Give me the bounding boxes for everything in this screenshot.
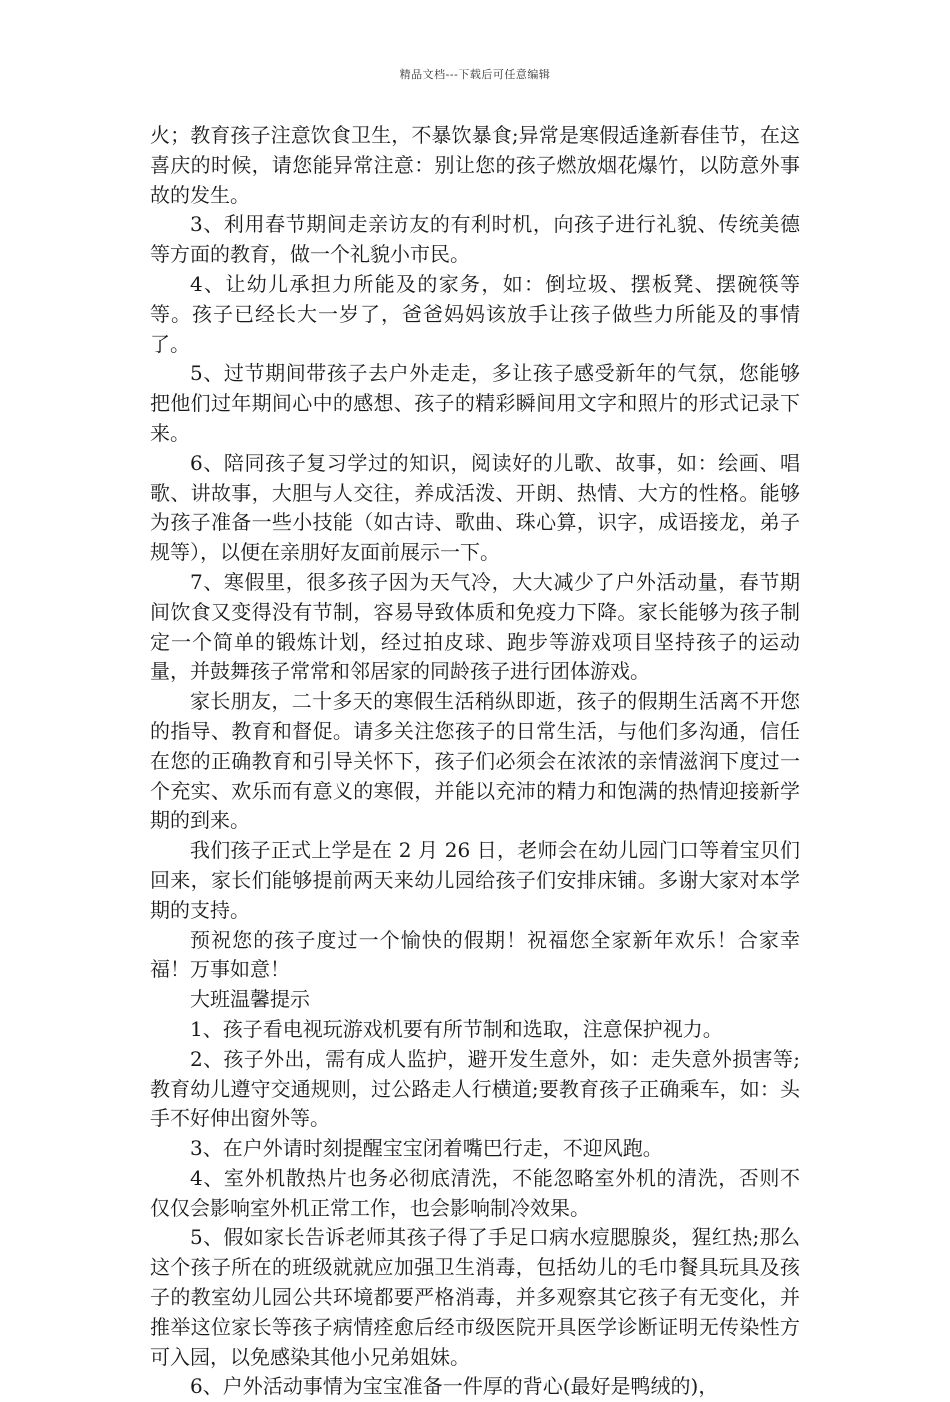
paragraph: 5、假如家长告诉老师其孩子得了手足口病水痘腮腺炎，猩红热;那么这个孩子所在的班级就就应加强卫生消毒，包括幼儿的毛巾餐具玩具及孩子的教室幼儿园公共环境都要严格消毒，并多观察其它孩子有无变化，并推举这位家长等孩子病情痊愈后经市级医院开具医学诊断证明无传染性方可入园，以免感染其他小兄弟姐妹。 bbox=[150, 1225, 800, 1369]
document-body bbox=[150, 121, 800, 1402]
paragraph: 5、过节期间带孩子去户外走走，多让孩子感受新年的气氛，您能够把他们过年期间心中的感想、孩子的精彩瞬间用文字和照片的形式记录下来。 bbox=[150, 361, 800, 445]
paragraph: 1、孩子看电视玩游戏机要有所节制和选取，注意保护视力。 bbox=[190, 1016, 723, 1041]
paragraph: 7、寒假里，很多孩子因为天气冷，大大减少了户外活动量，春节期间饮食又变得没有节制，容易导致体质和免疫力下降。家长能够为孩子制定一个简单的锻炼计划，经过拍皮球、跑步等游戏项目坚持孩子的运动量，并鼓舞孩子常常和邻居家的同龄孩子进行团体游戏。 bbox=[150, 569, 800, 684]
page-header: 精品文档---下载后可任意编辑 bbox=[399, 68, 551, 81]
paragraph: 4、室外机散热片也务必彻底清洗，不能忽略室外机的清洗，否则不仅仅会影响室外机正常工作，也会影响制冷效果。 bbox=[150, 1165, 800, 1220]
paragraph: 6、陪同孩子复习学过的知识，阅读好的儿歌、故事，如：绘画、唱歌、讲故事，大胆与人交往，养成活泼、开朗、热情、大方的性格。能够为孩子准备一些小技能（如古诗、歌曲、珠心算，识字，成语接龙，弟子规等），以便在亲朋好友面前展示一下。 bbox=[150, 450, 800, 565]
paragraph: 预祝您的孩子度过一个愉快的假期！祝福您全家新年欢乐！合家幸福！万事如意！ bbox=[150, 927, 800, 982]
paragraph: 3、利用春节期间走亲访友的有利时机，向孩子进行礼貌、传统美德等方面的教育，做一个礼貌小市民。 bbox=[150, 212, 800, 267]
paragraph: 3、在户外请时刻提醒宝宝闭着嘴巴行走，不迎风跑。 bbox=[190, 1136, 663, 1161]
paragraph: 4、让幼儿承担力所能及的家务，如：倒垃圾、摆板凳、摆碗筷等等。孩子已经长大一岁了，爸爸妈妈该放手让孩子做些力所能及的事情了。 bbox=[150, 271, 800, 356]
paragraph: 家长朋友，二十多天的寒假生活稍纵即逝，孩子的假期生活离不开您的指导、教育和督促。请多关注您孩子的日常生活，与他们多沟通，信任在您的正确教育和引导关怀下，孩子们必须会在浓浓的亲情滋润下度过一个充实、欢乐而有意义的寒假，并能以充沛的精力和饱满的热情迎接新学期的到来。 bbox=[150, 689, 800, 833]
paragraph: 6、户外活动事情为宝宝准备一件厚的背心(最好是鸭绒的)， bbox=[190, 1374, 719, 1399]
paragraph: 2、孩子外出，需有成人监护，避开发生意外，如：走失意外损害等;教育幼儿遵守交通规则，过公路走人行横道;要教育孩子正确乘车，如：头手不好伸出窗外等。 bbox=[150, 1046, 800, 1131]
paragraph: 火；教育孩子注意饮食卫生，不暴饮暴食;异常是寒假适逢新春佳节，在这喜庆的时候，请您能异常注意：别让您的孩子燃放烟花爆竹，以防意外事故的发生。 bbox=[150, 123, 800, 207]
paragraph: 我们孩子正式上学是在 2 月 26 日，老师会在幼儿园门口等着宝贝们回来，家长们能够提前两天来幼儿园给孩子们安排床铺。多谢大家对本学期的支持。 bbox=[150, 838, 800, 922]
section-heading: 大班温馨提示 bbox=[190, 987, 310, 1012]
